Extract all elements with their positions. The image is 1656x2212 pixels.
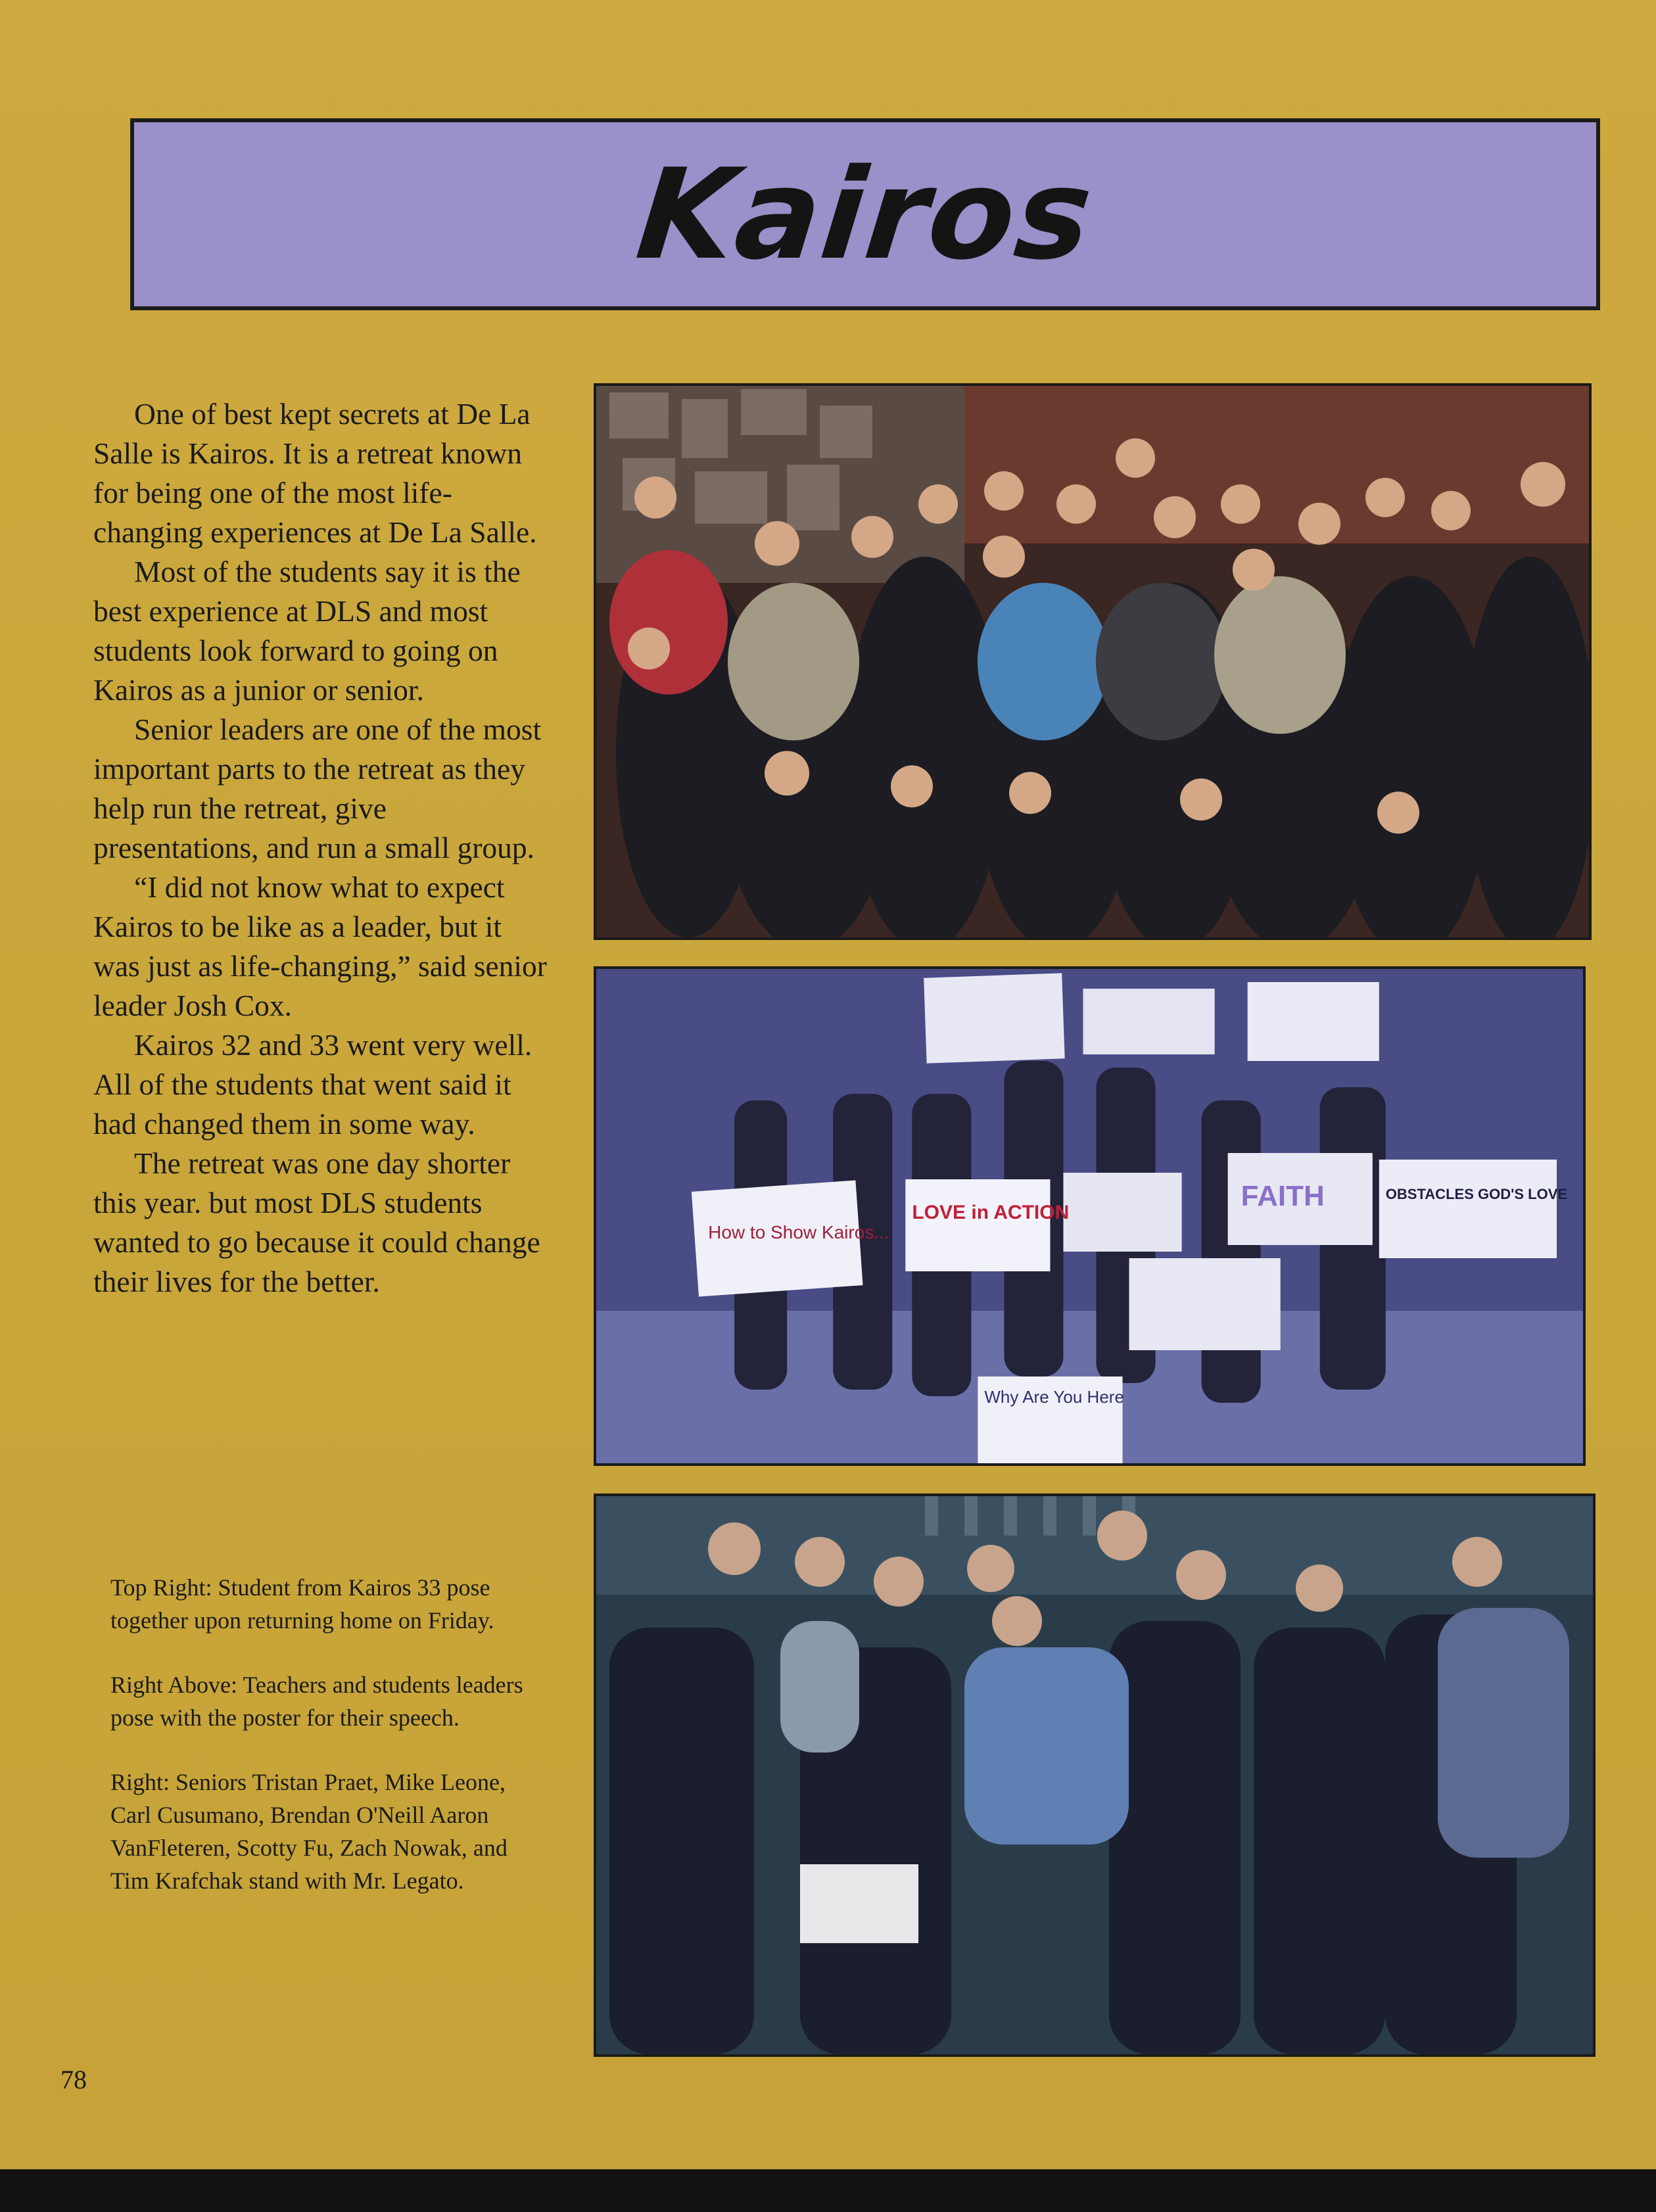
- title-banner: [130, 118, 1600, 310]
- poster-why-are-you-here: Why Are You Here: [984, 1387, 1124, 1407]
- body-paragraph: Senior leaders are one of the most important parts to the retreat as they help run the retreat, give presentations, and run a small group.: [93, 713, 542, 864]
- caption-right-above: Right Above: Teachers and students leaders pose with the poster for their speech.: [110, 1672, 523, 1731]
- scan-bottom-edge: [0, 2169, 1656, 2212]
- page-title: Kairos: [630, 141, 1100, 287]
- leaders-posters-photo: [594, 966, 1586, 1466]
- article-body: [93, 394, 554, 1302]
- photo-captions: [110, 1571, 544, 1929]
- poster-love-in-action: LOVE in ACTION: [912, 1202, 1070, 1223]
- caption-right: Right: Seniors Tristan Praet, Mike Leone, Carl Cusumano, Brendan O'Neill Aaron VanFleteren, Scotty Fu, Zach Nowak, and Tim Krafchak stand with Mr. Legato.: [110, 1769, 508, 1894]
- body-paragraph: “I did not know what to expect Kairos to be like as a leader, but it was just as life-changing,” said senior leader Josh Cox.: [93, 870, 547, 1022]
- caption-top-right: Top Right: Student from Kairos 33 pose together upon returning home on Friday.: [110, 1574, 494, 1634]
- body-paragraph: The retreat was one day shorter this year. but most DLS students wanted to go because it could change their lives for the better.: [93, 1146, 540, 1298]
- group-photo-kairos-33: [594, 383, 1592, 940]
- page-number: 78: [60, 2065, 87, 2094]
- poster-how-to-show: How to Show Kairos...: [708, 1222, 889, 1242]
- body-paragraph: Most of the students say it is the best experience at DLS and most students look forward to going on Kairos as a junior or senior.: [93, 555, 521, 707]
- poster-faith: FAITH: [1241, 1180, 1325, 1212]
- body-paragraph: One of best kept secrets at De La Salle is Kairos. It is a retreat known for being one of the most life-changing experiences at De La Salle.: [93, 397, 537, 549]
- poster-obstacles: OBSTACLES GOD'S LOVE: [1385, 1186, 1568, 1202]
- body-paragraph: Kairos 32 and 33 went very well. All of the students that went said it had changed them in some way.: [93, 1028, 532, 1141]
- seniors-with-teacher-photo: [594, 1494, 1596, 2057]
